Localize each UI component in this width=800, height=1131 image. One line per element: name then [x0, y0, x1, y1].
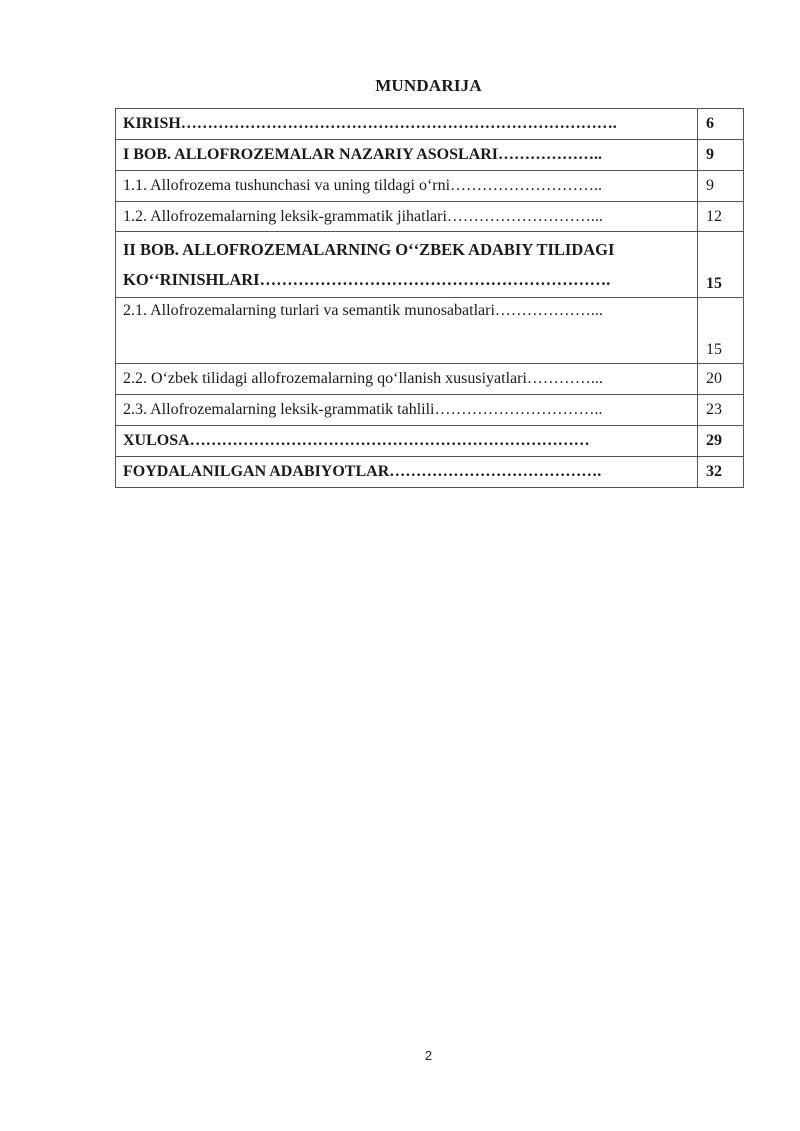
toc-entry-text: 2.2. Oʻzbek tilidagi allofrozemalarning qoʻllanish xususiyatlari…………...: [116, 364, 698, 395]
toc-entry-page: 15: [698, 232, 744, 298]
toc-entry-page: 29: [698, 426, 744, 457]
toc-entry-text: [116, 232, 698, 298]
toc-row-section-2-2: [116, 364, 744, 395]
toc-entry-text: 2.3. Allofrozemalarning leksik-grammatik tahlili…………………………..: [116, 395, 698, 426]
toc-entry-text-line-2: KOʻ‘RINISHLARI……………………………………………………….: [123, 269, 611, 289]
toc-entry-page: 32: [698, 457, 744, 488]
toc-entry-text: KIRISH……………………………………………………………………….: [116, 109, 698, 140]
toc-entry-page: 15: [698, 298, 744, 364]
toc-entry-text: I BOB. ALLOFROZEMALAR NAZARIY ASOSLARI………………..: [116, 140, 698, 171]
toc-entry-page: 12: [698, 202, 744, 232]
toc-row-section-2-1: [116, 298, 744, 364]
toc-entry-text-line-1: II BOB. ALLOFROZEMALARNING Oʻ‘ZBEK ADABIY TILIDAGI: [123, 239, 615, 259]
toc-entry-text: 2.1. Allofrozemalarning turlari va semantik munosabatlari………………...: [116, 298, 698, 364]
toc-entry-text: 1.1. Allofrozema tushunchasi va uning tildagi oʻrni………………………..: [116, 171, 698, 202]
toc-entry-page: 9: [698, 171, 744, 202]
toc-entry-page: 9: [698, 140, 744, 171]
page-number: 2: [424, 1048, 433, 1063]
toc-row-section-2-3: [116, 395, 744, 426]
toc-entry-page: 6: [698, 109, 744, 140]
toc-row-section-1-1: [116, 171, 744, 202]
table-of-contents: [115, 108, 744, 488]
toc-entry-page: 23: [698, 395, 744, 426]
toc-entry-text: XULOSA…………………………………………………………………: [116, 426, 698, 457]
page-title: MUNDARIJA: [375, 76, 482, 95]
toc-row-xulosa: [116, 426, 744, 457]
toc-entry-text: 1.2. Allofrozemalarning leksik-grammatik jihatlari………………………...: [116, 202, 698, 232]
toc-row-references: [116, 457, 744, 488]
toc-row-chapter-1: [116, 140, 744, 171]
toc-row-kirish: [116, 109, 744, 140]
toc-row-chapter-2: [116, 232, 744, 298]
toc-entry-text: FOYDALANILGAN ADABIYOTLAR………………………………….: [116, 457, 698, 488]
toc-row-section-1-2: [116, 202, 744, 232]
toc-entry-page: 20: [698, 364, 744, 395]
